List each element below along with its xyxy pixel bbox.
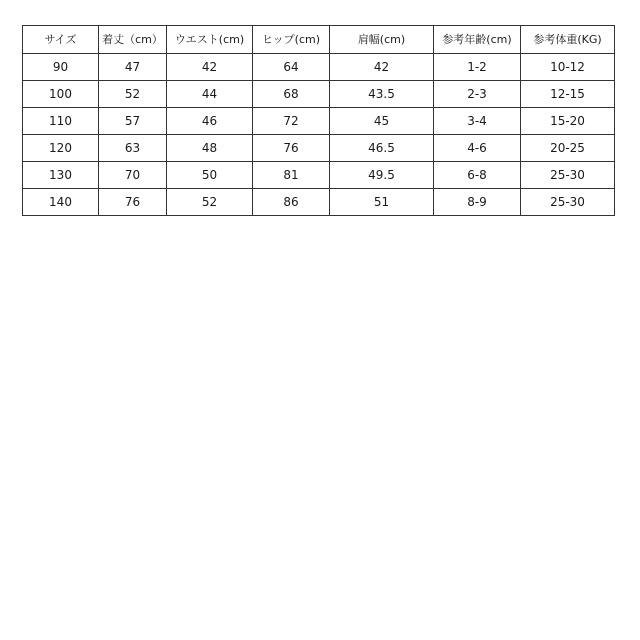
cell-size: 90: [23, 54, 99, 81]
cell-waist: 48: [167, 135, 253, 162]
cell-waist: 46: [167, 108, 253, 135]
table-row: [23, 162, 615, 189]
cell-length: 57: [99, 108, 167, 135]
cell-size: 110: [23, 108, 99, 135]
cell-hip: 76: [253, 135, 330, 162]
cell-shoulder: 42: [330, 54, 434, 81]
cell-shoulder: 49.5: [330, 162, 434, 189]
table-row: [23, 189, 615, 216]
cell-hip: 81: [253, 162, 330, 189]
cell-size: 130: [23, 162, 99, 189]
table-row: [23, 135, 615, 162]
cell-size: 100: [23, 81, 99, 108]
header-waist: ウエスト(cm): [167, 26, 253, 54]
table-row: [23, 108, 615, 135]
cell-age: 4-6: [434, 135, 521, 162]
cell-length: 70: [99, 162, 167, 189]
cell-shoulder: 43.5: [330, 81, 434, 108]
header-weight: 参考体重(KG): [521, 26, 615, 54]
cell-hip: 68: [253, 81, 330, 108]
cell-age: 2-3: [434, 81, 521, 108]
header-hip: ヒップ(cm): [253, 26, 330, 54]
header-shoulder: 肩幅(cm): [330, 26, 434, 54]
cell-hip: 72: [253, 108, 330, 135]
cell-shoulder: 51: [330, 189, 434, 216]
cell-weight: 12-15: [521, 81, 615, 108]
cell-age: 8-9: [434, 189, 521, 216]
table-row: [23, 54, 615, 81]
cell-age: 6-8: [434, 162, 521, 189]
header-age: 参考年齢(cm): [434, 26, 521, 54]
cell-hip: 86: [253, 189, 330, 216]
cell-size: 140: [23, 189, 99, 216]
table-header-row: [23, 26, 615, 54]
header-size: サイズ: [23, 26, 99, 54]
size-chart-table: [22, 25, 615, 216]
header-length: 着丈（cm）: [99, 26, 167, 54]
cell-age: 1-2: [434, 54, 521, 81]
cell-length: 76: [99, 189, 167, 216]
cell-weight: 10-12: [521, 54, 615, 81]
cell-shoulder: 46.5: [330, 135, 434, 162]
cell-length: 47: [99, 54, 167, 81]
cell-weight: 25-30: [521, 162, 615, 189]
cell-weight: 20-25: [521, 135, 615, 162]
cell-waist: 52: [167, 189, 253, 216]
cell-length: 63: [99, 135, 167, 162]
table-row: [23, 81, 615, 108]
cell-waist: 42: [167, 54, 253, 81]
cell-hip: 64: [253, 54, 330, 81]
cell-length: 52: [99, 81, 167, 108]
cell-weight: 25-30: [521, 189, 615, 216]
cell-size: 120: [23, 135, 99, 162]
cell-weight: 15-20: [521, 108, 615, 135]
cell-waist: 44: [167, 81, 253, 108]
cell-shoulder: 45: [330, 108, 434, 135]
cell-waist: 50: [167, 162, 253, 189]
cell-age: 3-4: [434, 108, 521, 135]
